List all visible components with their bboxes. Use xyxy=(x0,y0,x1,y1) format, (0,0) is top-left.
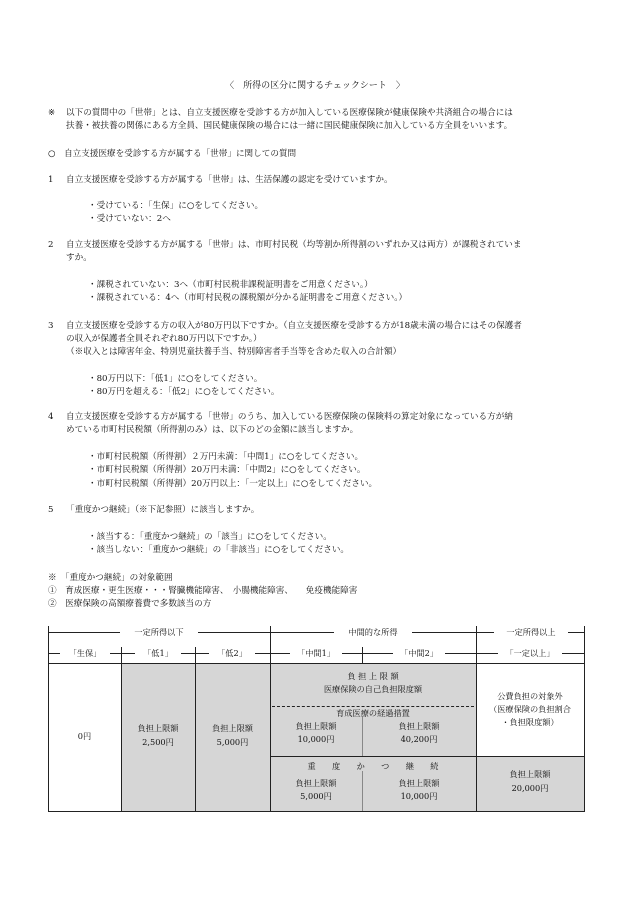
mid1-juudo-label: 負担上限額 xyxy=(295,778,337,788)
question-4-text-1: 自立支援医療を受診する方が属する「世帯」のうち、加入している医療保険の保険料の算定対象になっている方が納 xyxy=(66,412,513,422)
category-low1: 「低1」 xyxy=(135,648,181,659)
question-2-number: 2 xyxy=(48,240,54,250)
high-juudo-label: 負担上限額 xyxy=(509,769,551,779)
question-2-option-1: ・課税されていない：3へ（市町村民税非課税証明書をご用意ください。） xyxy=(88,280,373,290)
category-seiho: 「生保」 xyxy=(60,648,110,659)
question-2-text-2: すか。 xyxy=(66,253,92,263)
mid2-juudo-label: 負担上限額 xyxy=(398,778,440,788)
question-3-option-1: ・80万円以下：「低1」に○をしてください。 xyxy=(88,374,263,384)
group-low-label: 一定所得以下 xyxy=(120,627,198,638)
note-line-1: 以下の質問中の「世帯」とは、自立支援医療を受診する方が加入している医療保険が健康保険や共済組合の場合には xyxy=(66,108,513,118)
question-2-option-2: ・課税されている：4へ（市町村民税の課税額が分かる証明書をご用意ください。） xyxy=(88,293,408,303)
question-5-option-2: ・該当しない：「重度かつ継続」の「非該当」に○をしてください。 xyxy=(88,545,350,555)
question-1-text: 自立支援医療を受診する方が属する「世帯」は、生活保護の認定を受けていますか。 xyxy=(66,175,393,185)
question-5-text: 「重度かつ継続」（※下記参照）に該当しますか。 xyxy=(66,505,260,515)
question-1-option-1: ・受けている：「生保」に○をしてください。 xyxy=(88,201,264,211)
question-5-number: 5 xyxy=(48,505,54,515)
question-5-option-1: ・該当する：「重度かつ継続」の「該当」に○をしてください。 xyxy=(88,532,332,542)
mid2-juudo-amount: 10,000円 xyxy=(400,791,438,801)
question-2-text-1: 自立支援医療を受診する方が属する「世帯」は、市町村民税（均等割か所得割のいずれか又は両方）が課税されていま xyxy=(66,240,522,250)
question-3-number: 3 xyxy=(48,321,54,331)
mid2-ikusei-amount: 40,200円 xyxy=(400,734,438,744)
juudo-title: 重 度 か つ 継 続 xyxy=(307,761,439,771)
ikusei-title: 育成医療の経過措置 xyxy=(336,708,410,718)
question-4-option-1: ・市町村民税額（所得割）２万円未満：「中間1」に○をしてください。 xyxy=(88,452,364,462)
page-title: 〈 所得の区分に関するチェックシート 〉 xyxy=(225,81,405,91)
low2-label: 負担上限額 xyxy=(212,723,253,733)
question-4-option-3: ・市町村民税額（所得割）20万円以上：「一定以上」に○をしてください。 xyxy=(88,479,378,489)
high-top-line-1: 公費負担の対象外 xyxy=(497,691,563,701)
note-mark: ※ xyxy=(48,108,56,118)
category-mid2: 「中間2」 xyxy=(393,648,445,659)
category-high: 「一定以上」 xyxy=(498,648,562,659)
mid1-ikusei-amount: 10,000円 xyxy=(297,734,335,744)
high-top-line-3: ・負担限度額） xyxy=(501,717,559,727)
question-3-text-3: （※収入とは障害年金、特別児童扶養手当、特別障害者手当等を含めた収入の合計額） xyxy=(66,347,402,357)
mid2-ikusei-label: 負担上限額 xyxy=(398,721,440,731)
middle-cap-subtitle: 医療保険の自己負担限度額 xyxy=(323,684,423,694)
question-3-text-1: 自立支援医療を受診する方の収入が80万円以下ですか。（自立支援医療を受診する方が18歳未満の場合にはその保護者 xyxy=(66,321,522,331)
section-heading: ○ 自立支援医療を受診する方が属する「世帯」に関しての質問 xyxy=(48,149,297,159)
mid1-juudo-amount: 5,000円 xyxy=(300,791,332,801)
question-4-option-2: ・市町村民税額（所得割）20万円未満：「中間2」に○をしてください。 xyxy=(88,465,366,475)
high-juudo-amount: 20,000円 xyxy=(511,783,549,793)
category-low2: 「低2」 xyxy=(209,648,255,659)
seiho-amount: 0円 xyxy=(77,731,92,741)
scope-item-2: ② 医療保険の高額療養費で多数該当の方 xyxy=(48,599,212,609)
low1-amount: 2,500円 xyxy=(142,737,174,747)
question-1-option-2: ・受けていない：2へ xyxy=(88,214,171,224)
mid1-ikusei-label: 負担上限額 xyxy=(295,721,337,731)
category-mid1: 「中間1」 xyxy=(290,648,342,659)
question-4-text-2: めている市町村民税額（所得割のみ）は、以下のどの金額に該当しますか。 xyxy=(66,425,359,435)
group-high-label: 一定所得以上 xyxy=(494,627,568,638)
group-middle-label: 中間的な所得 xyxy=(334,627,412,638)
note-line-2: 扶養・被扶養の関係にある方全員、国民健康保険の場合には一緒に国民健康保険に加入している方全員をいいます。 xyxy=(66,121,513,131)
question-4-number: 4 xyxy=(48,412,54,422)
scope-item-1: ① 育成医療・更生医療・・・腎臓機能障害、 小腸機能障害、 免疫機能障害 xyxy=(48,586,358,596)
question-3-text-2: の収入が保護者全員それぞれ80万円以下ですか。） xyxy=(66,334,262,344)
ikusei-dashed-line xyxy=(272,706,474,707)
high-top-line-2: （医療保険の負担割合 xyxy=(489,704,571,714)
question-1-number: 1 xyxy=(48,175,54,185)
low1-label: 負担上限額 xyxy=(137,723,179,733)
question-3-option-2: ・80万円を超える：「低2」に○をしてください。 xyxy=(88,387,280,397)
low2-amount: 5,000円 xyxy=(216,737,249,747)
scope-heading: ※ 「重度かつ継続」の対象範囲 xyxy=(48,573,173,583)
middle-cap-title: 負 担 上 限 額 xyxy=(347,671,399,681)
